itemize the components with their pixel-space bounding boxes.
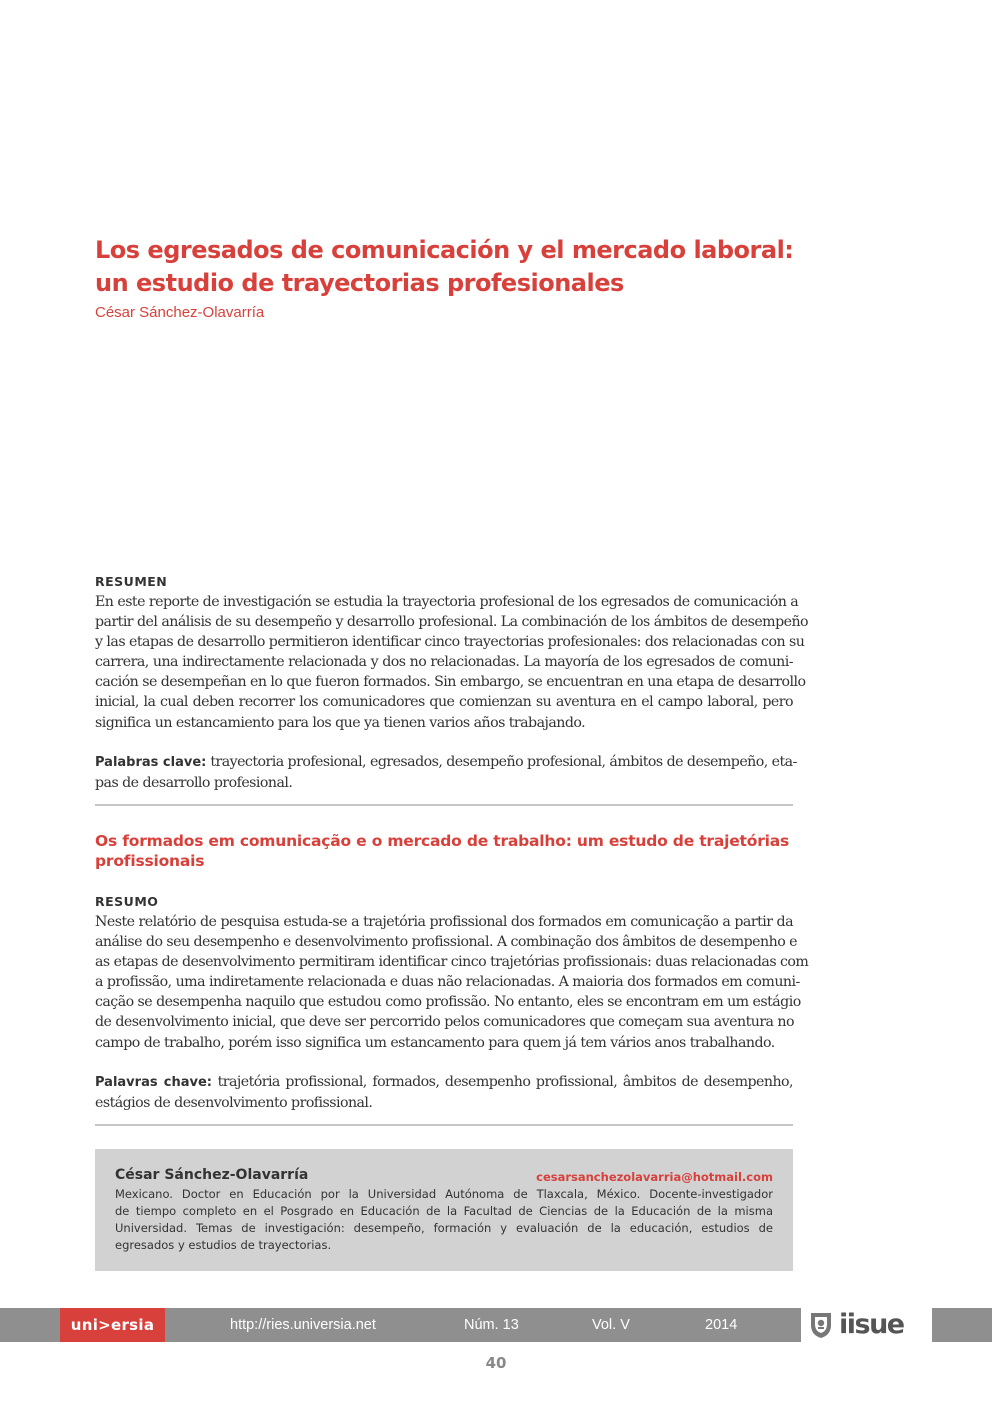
article-title bbox=[95, 234, 815, 300]
article-title-line: un estudio de trayectorias profesionales bbox=[95, 269, 624, 297]
section-divider bbox=[95, 804, 793, 806]
text-line: En este reporte de investigación se estudia la trayectoria profesional de los egresados de comunicación a bbox=[95, 594, 799, 610]
volume: Vol. V bbox=[592, 1317, 630, 1333]
text-line: de tiempo completo en el Posgrado en Educación de la Facultad de Ciencias de la Educación de la misma bbox=[115, 1204, 773, 1218]
keywords-text: pas de desarrollo profesional. bbox=[95, 775, 293, 792]
text-line: Neste relatório de pesquisa estuda-se a trajetória profissional dos formados em comunicação a partir da bbox=[95, 914, 793, 930]
text-line: significa un estancamiento para los que ya tienen varios años trabajando. bbox=[95, 714, 586, 731]
year: 2014 bbox=[705, 1317, 738, 1333]
text-line: carrera, una indirectamente relacionada y dos no relacionadas. La mayoría de los egresados de comuni- bbox=[95, 654, 793, 671]
resumen-paragraph bbox=[95, 592, 809, 733]
text-line: partir del análisis de su desempeño y desarrollo profesional. La combinación de los ámbitos de desempeño bbox=[95, 614, 809, 631]
keywords-label: Palavras chave: bbox=[95, 1075, 212, 1090]
portuguese-title-line: profissionais bbox=[95, 852, 205, 870]
iisue-logo: iisue bbox=[839, 1309, 904, 1340]
portuguese-title-line: Os formados em comunicação e o mercado de trabalho: um estudo de trajetórias bbox=[95, 832, 790, 850]
keywords-text: trajetória profissional, formados, desempenho profissional, âmbitos de desempenho, bbox=[217, 1074, 793, 1090]
issue-number: Núm. 13 bbox=[464, 1317, 519, 1333]
resumo-heading: RESUMO bbox=[95, 894, 159, 909]
author-bio-box bbox=[95, 1149, 793, 1271]
portuguese-title bbox=[95, 831, 795, 871]
text-line: as etapas de desenvolvimento permitiram identificar cinco trajetórias profissionais: duas relacionadas com bbox=[95, 954, 809, 971]
text-line: cación se desempeñan en lo que fueron formados. Sin embargo, se encuentran en una etapa de desarrollo bbox=[95, 674, 806, 691]
article-title-line: Los egresados de comunicación y el mercado laboral: bbox=[95, 236, 794, 264]
text-line: cação se desempenha naquilo que estudou como profissão. No entanto, eles se encontram em um estágio bbox=[95, 994, 801, 1011]
text-line: egresados y estudios de trayectorias. bbox=[115, 1238, 332, 1252]
bio-email-link[interactable]: cesarsanchezolavarria@hotmail.com bbox=[536, 1170, 773, 1184]
text-line: de desenvolvimento inicial, que deve ser percorrido pelos comunicadores que começam sua aventura no bbox=[95, 1014, 794, 1031]
text-line: y las etapas de desarrollo permitieron identificar cinco trayectorias profesionales: dos relacionadas con su bbox=[95, 634, 805, 651]
text-line: Universidad. Temas de investigación: desempeño, formación y evaluación de la educación, estudios de bbox=[115, 1221, 773, 1235]
universia-logo: uni>ersia bbox=[60, 1308, 165, 1342]
page-number: 40 bbox=[485, 1354, 507, 1372]
text-line: análise do seu desempenho e desenvolvimento profissional. A combinação dos âmbitos de desempenho e bbox=[95, 934, 798, 951]
article-author: César Sánchez-Olavarría bbox=[95, 304, 265, 321]
keywords-label: Palabras clave: bbox=[95, 755, 207, 770]
text-line: a profissão, uma indiretamente relacionada e duas não relacionadas. A maioria dos formados em comuni- bbox=[95, 974, 800, 991]
section-divider bbox=[95, 1124, 793, 1126]
bio-text bbox=[115, 1186, 773, 1254]
resumo-paragraph bbox=[95, 912, 809, 1053]
bio-name: César Sánchez-Olavarría bbox=[115, 1167, 309, 1183]
keywords-text: estágios de desenvolvimento profissional. bbox=[95, 1095, 373, 1112]
text-line: Mexicano. Doctor en Educación por la Universidad Autónoma de Tlaxcala, México. Docente-investigador bbox=[115, 1187, 773, 1201]
footer-bar bbox=[0, 1308, 992, 1342]
text-line: inicial, la cual deben recorrer los comunicadores que comienzan su aventura en el campo laboral, pero bbox=[95, 694, 793, 711]
text-line: campo de trabalho, porém isso significa um estancamento para quem já tem vários anos trabalhando. bbox=[95, 1034, 775, 1051]
resumen-keywords bbox=[95, 752, 797, 793]
resumen-heading: RESUMEN bbox=[95, 574, 168, 589]
resumo-keywords bbox=[95, 1072, 793, 1113]
journal-url-link[interactable]: http://ries.universia.net bbox=[230, 1317, 376, 1333]
unam-crest-icon bbox=[809, 1311, 833, 1339]
keywords-text: trayectoria profesional, egresados, desempeño profesional, ámbitos de desempeño, eta- bbox=[210, 754, 797, 770]
iisue-logo-panel bbox=[801, 1308, 932, 1342]
